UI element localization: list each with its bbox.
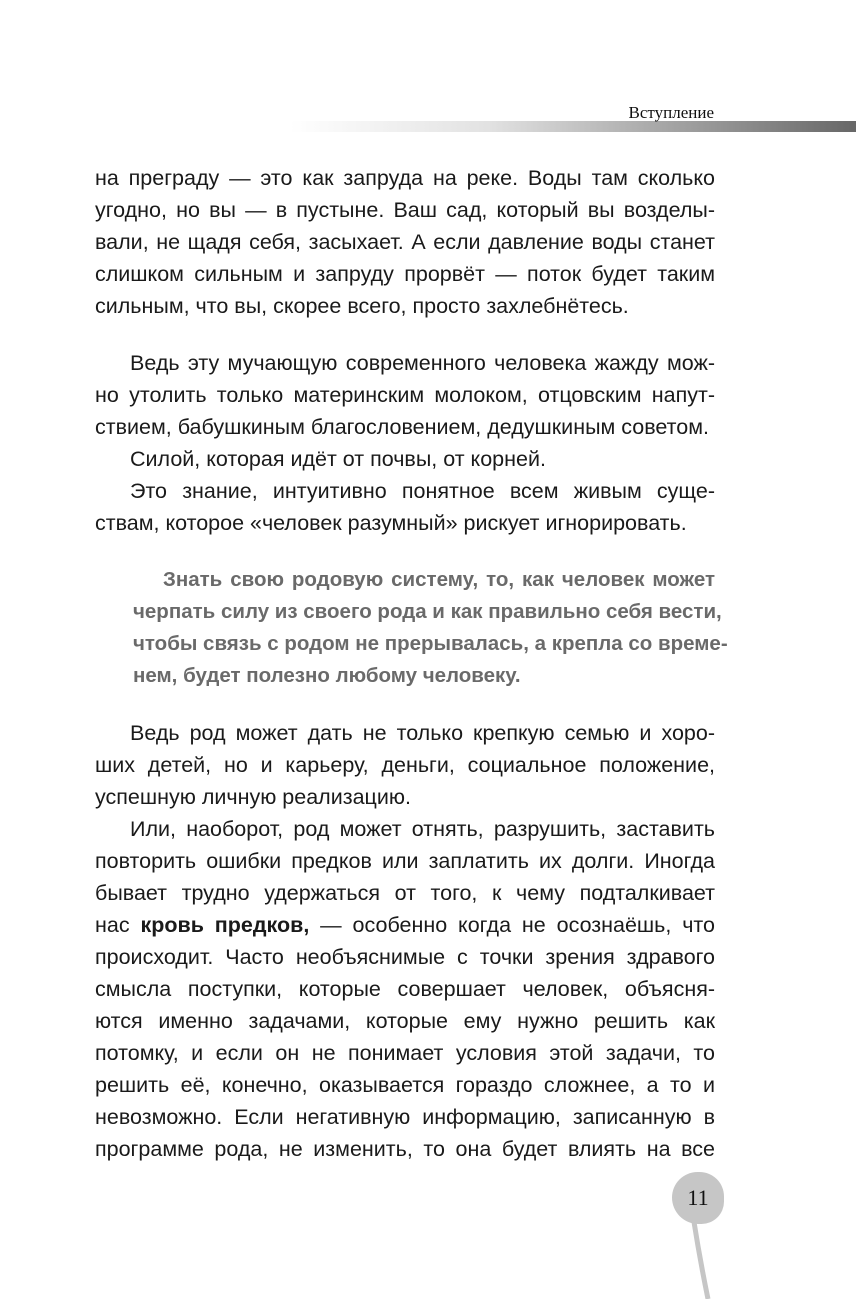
text-segment: — особенно когда не осознаёшь, что (309, 913, 715, 937)
text-line: Это знание, интуитивно понятное всем живым суще- (130, 479, 715, 503)
text-line: на преграду — это как запруда на реке. Воды там сколько (95, 166, 715, 190)
text-line: вали, не щадя себя, засыхает. А если давление воды станет (95, 230, 715, 254)
bold-emphasis: кровь предков, (140, 913, 310, 937)
text-line: ших детей, но и карьеру, деньги, социальное положение, (95, 753, 715, 777)
text-line: нем, будет полезно любому человеку. (133, 664, 521, 687)
text-line: слишком сильным и запруду прорвёт — поток будет таким (95, 262, 715, 286)
text-segment: нас (95, 913, 141, 937)
text-line: Ведь эту мучающую современного человека жажду мож- (130, 351, 715, 375)
text-line: чтобы связь с родом не прерывалась, а крепла со време- (133, 632, 728, 655)
text-line: повторить ошибки предков или заплатить их долги. Иногда (95, 849, 715, 873)
text-line: потомку, и если он не понимает условия этой задачи, то (95, 1041, 715, 1065)
text-line: программе рода, не изменить, то она будет влиять на все (95, 1137, 715, 1161)
text-line: но утолить только материнским молоком, отцовским напут- (95, 383, 715, 407)
text-line: бывает трудно удержаться от того, к чему подталкивает (95, 881, 715, 905)
running-header-title: Вступление (628, 103, 714, 122)
text-line: Силой, которая идёт от почвы, от корней. (130, 447, 546, 471)
text-line: смысла поступки, которые совершает человек, объясня- (95, 977, 715, 1001)
text-line: сильным, что вы, скорее всего, просто захлебнётесь. (95, 294, 629, 318)
text-line: решить её, конечно, оказывается гораздо сложнее, а то и (95, 1073, 715, 1097)
text-line: угодно, но вы — в пустыне. Ваш сад, который вы возделы- (95, 198, 715, 222)
page-number-balloon: 11 (672, 1172, 724, 1224)
text-line: ствам, которое «человек разумный» рискует игнорировать. (95, 511, 687, 535)
text-line: невозможно. Если негативную информацию, записанную в (95, 1105, 715, 1129)
text-line: черпать силу из своего рода и как правильно себя вести, (133, 600, 722, 623)
text-line: успешную личную реализацию. (95, 785, 411, 809)
text-line: происходит. Часто необъяснимые с точки зрения здравого (95, 945, 715, 969)
text-line: Знать свою родовую систему, то, как человек может (163, 568, 715, 591)
text-line: ются именно задачами, которые ему нужно решить как (95, 1009, 715, 1033)
text-line: ствием, бабушкиным благословением, дедушкиным советом. (95, 415, 709, 439)
text-line: Или, наоборот, род может отнять, разрушить, заставить (130, 817, 715, 841)
text-line: Ведь род может дать не только крепкую семью и хоро- (130, 721, 715, 745)
